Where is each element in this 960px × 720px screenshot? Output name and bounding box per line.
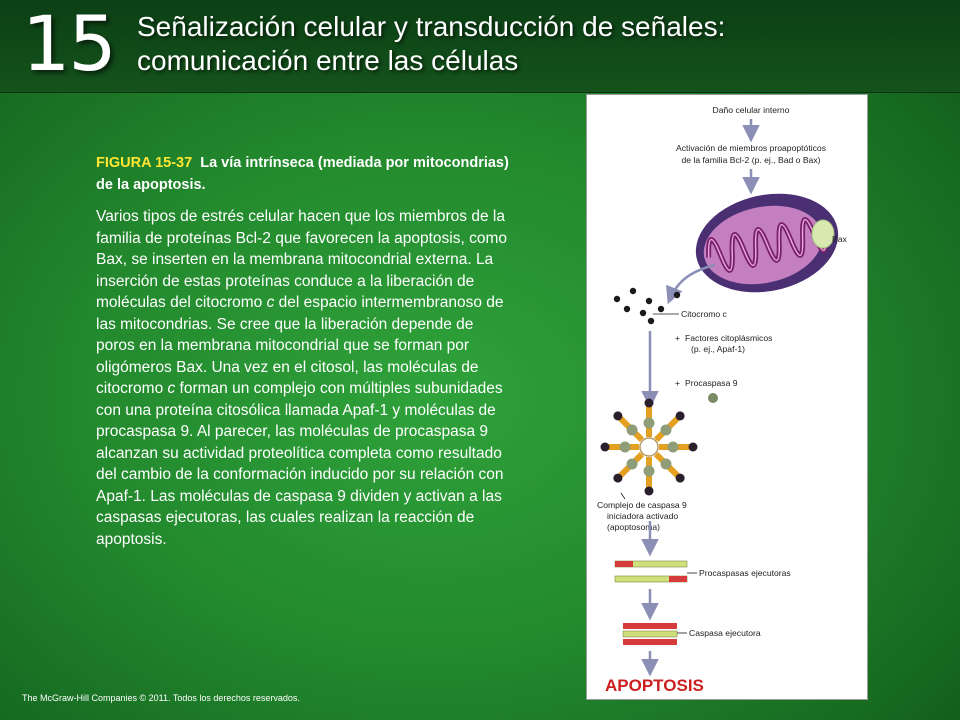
mitochondrion-icon [687,181,848,305]
caption-body-part-2: del espacio intermembranoso de las mitocondrias. Se cree que la liberación depende de poros en la membrana mitocondrial que se forman por oligómeros Bax. Una vez en el citosol, las moléculas de citocromo [96,294,504,397]
dano-celular-label: Daño celular interno [712,105,790,115]
procaspasas-label: Procaspasas ejecutoras [699,568,791,578]
cytochrome-c-molecules [614,288,680,324]
caspasa-ejecutora-label: Caspasa ejecutora [689,628,761,638]
pathway-diagram [587,95,867,699]
procaspasa9-label: Procaspasa 9 [685,378,738,388]
plus-sign-factores: + [675,333,681,343]
plus-sign-procaspasa: + [675,378,681,388]
chapter-title-line-2: comunicación entre las células [137,45,519,76]
factores-label-line-2: (p. ej., Apaf-1) [691,344,745,354]
apoptosis-label: APOPTOSIS [605,676,704,695]
chapter-title-line-1: Señalización celular y transducción de señales: [137,11,726,42]
chapter-title [137,10,837,78]
activation-label-line-2: de la familia Bcl-2 (p. ej., Bad o Bax) [681,155,821,165]
italic-c-2: c [167,380,176,397]
apoptosis-pathway-figure [586,94,868,700]
caption-heading [96,152,516,196]
figure-caption [96,152,516,550]
caption-body [96,206,516,550]
figure-label: FIGURA 15-37 [96,155,193,171]
caption-body-part-1: Varios tipos de estrés celular hacen que los miembros de la familia de proteínas Bcl-2 que favorecen la apoptosis, como Bax, se inserten en la membrana mitocondrial externa. La inserción de estas proteínas conduce a la liberación de moléculas del citocromo [96,208,507,311]
copyright-footer: The McGraw-Hill Companies © 2011. Todos los derechos reservados. [22,693,300,703]
italic-c-1: c [266,294,275,311]
figure-title: La vía intrínseca (mediada por mitocondrias) de la apoptosis. [96,155,509,193]
chapter-number: 15 [22,0,115,88]
citocromo-label: Citocromo c [681,309,727,319]
factores-label-line-1: Factores citoplásmicos [685,333,773,343]
activation-label-line-1: Activación de miembros proapoptóticos [676,143,826,153]
title-bar [0,0,960,93]
apoptosome-icon [601,399,698,496]
complejo-label-line-3: (apoptosoma) [607,522,661,532]
complejo-label-line-1: Complejo de caspasa 9 [597,500,687,510]
procaspasas-ejecutoras-icon [615,561,687,582]
caspasa-ejecutora-icon [623,623,677,645]
procaspase-9-icon [708,393,718,403]
bax-label: Bax [832,234,847,244]
complejo-leader [621,493,625,499]
complejo-label-line-2: iniciadora activado [607,511,679,521]
caption-body-part-3: forman un complejo con múltiples subunidades con una proteína citosólica llamada Apaf-1 y moléculas de procaspasa 9. Al parecer, las moléculas de procaspasa 9 alcanzan su actividad proteolítica completa como resultado del cambio de la conformación inducido por su relación con Apaf-1. Las moléculas de caspasa 9 dividen y activan a las caspasas ejecutoras, las cuales realizan la reacción de apoptosis. [96,380,504,548]
